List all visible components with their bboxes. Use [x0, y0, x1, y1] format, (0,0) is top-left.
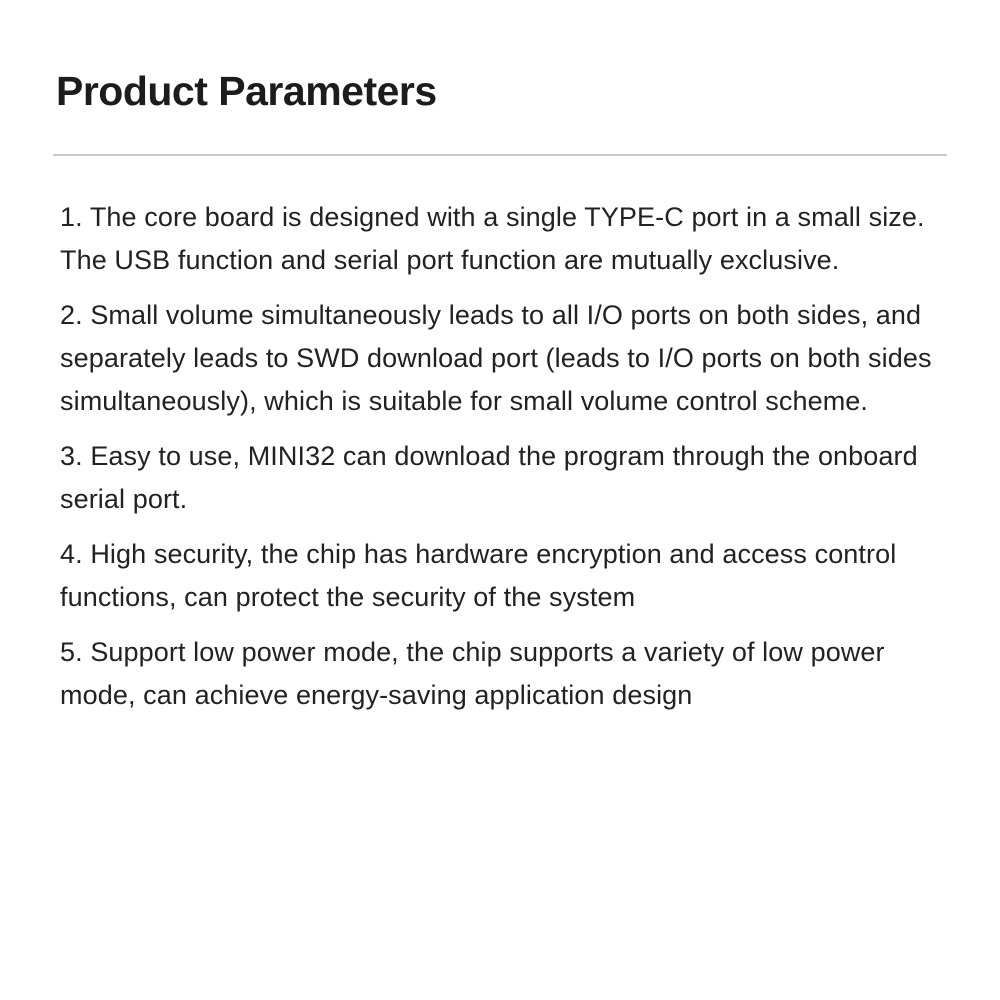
parameter-item-2: 2. Small volume simultaneously leads to all I/O ports on both sides, and separately leads to SWD download port (leads to I/O ports on both sides simultaneously), which is suitable for small volume control scheme.	[60, 300, 932, 416]
page-title: Product Parameters	[56, 68, 437, 114]
parameter-item-3: 3. Easy to use, MINI32 can download the program through the onboard serial port.	[60, 441, 918, 514]
parameter-item-4: 4. High security, the chip has hardware encryption and access control functions, can protect the security of the system	[60, 539, 897, 612]
parameter-item-1: 1. The core board is designed with a single TYPE-C port in a small size. The USB function and serial port function are mutually exclusive.	[60, 202, 925, 275]
parameters-text-block	[60, 196, 945, 729]
parameter-item-5: 5. Support low power mode, the chip supports a variety of low power mode, can achieve energy-saving application design	[60, 637, 885, 710]
divider-line	[53, 154, 947, 156]
